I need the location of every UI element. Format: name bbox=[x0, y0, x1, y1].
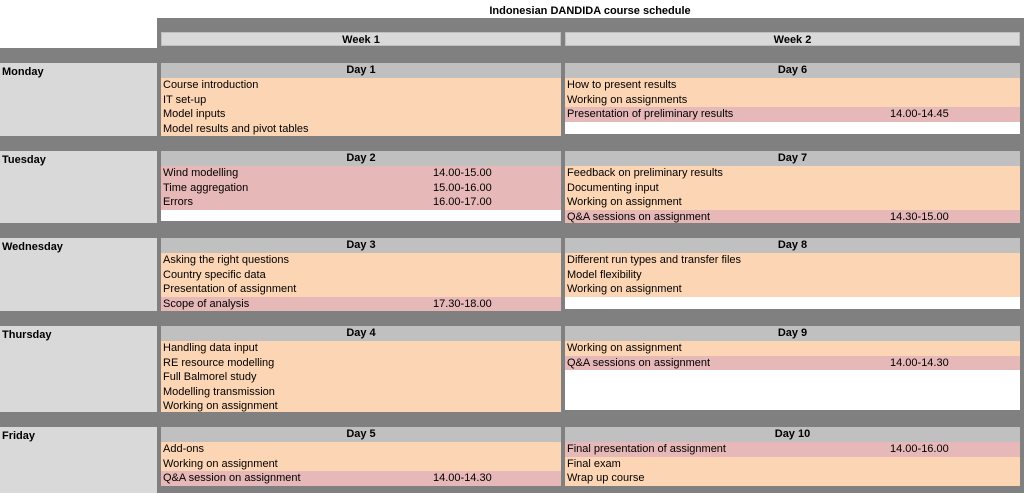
day-number-header: Day 7 bbox=[565, 151, 1020, 166]
session-row bbox=[565, 181, 1020, 196]
session-title: Errors bbox=[163, 196, 193, 209]
session-row bbox=[161, 181, 561, 196]
week-1-day-panel bbox=[161, 427, 561, 486]
weekday-name: Thursday bbox=[2, 329, 52, 341]
session-row bbox=[161, 195, 561, 210]
weekday-name: Tuesday bbox=[2, 154, 46, 166]
session-title: Model results and pivot tables bbox=[163, 122, 309, 135]
session-row bbox=[565, 78, 1020, 93]
session-title: Asking the right questions bbox=[163, 254, 289, 266]
session-row bbox=[565, 442, 1020, 457]
session-title: Working on assignment bbox=[163, 400, 278, 413]
week-1-day-panel bbox=[161, 151, 561, 221]
session-row bbox=[565, 195, 1020, 210]
session-title: Modelling transmission bbox=[163, 385, 275, 398]
session-title: Q&A sessions on assignment bbox=[567, 356, 711, 369]
session-title: Model inputs bbox=[163, 108, 226, 121]
session-title: Time aggregation bbox=[163, 181, 249, 194]
session-row bbox=[565, 282, 1020, 297]
session-row bbox=[161, 93, 561, 108]
day-separator bbox=[0, 48, 1024, 63]
day-number-header: Day 3 bbox=[161, 238, 561, 253]
session-row bbox=[161, 341, 561, 356]
week-1-day-panel bbox=[161, 63, 561, 134]
session-row bbox=[161, 370, 561, 385]
day-separator bbox=[0, 136, 1024, 151]
day-separator bbox=[0, 223, 1024, 238]
session-row bbox=[565, 471, 1020, 486]
day-number-header: Day 10 bbox=[565, 427, 1020, 442]
session-title: Q&A sessions on assignment bbox=[567, 210, 711, 223]
session-row bbox=[161, 471, 561, 486]
session-title: Final exam bbox=[567, 457, 621, 470]
session-row bbox=[161, 442, 561, 457]
weekday-name: Wednesday bbox=[2, 241, 63, 253]
week-1-day-panel bbox=[161, 326, 561, 413]
session-title: Country specific data bbox=[163, 268, 266, 281]
session-row bbox=[161, 253, 561, 268]
weekday-name: Friday bbox=[2, 430, 36, 442]
week-1-header: Week 1 bbox=[161, 32, 561, 46]
session-time: 14.00-15.00 bbox=[433, 167, 492, 179]
session-title: Presentation of preliminary results bbox=[567, 108, 734, 121]
session-title: Presentation of assignment bbox=[163, 283, 297, 296]
session-row bbox=[161, 356, 561, 371]
session-row bbox=[161, 78, 561, 93]
schedule-title: Indonesian DANDIDA course schedule bbox=[489, 5, 691, 17]
session-title: Working on assignment bbox=[163, 457, 278, 470]
session-title: Final presentation of assignment bbox=[567, 443, 726, 455]
session-row bbox=[161, 166, 561, 181]
week-1-day-panel bbox=[161, 238, 561, 309]
session-row bbox=[565, 268, 1020, 283]
session-row bbox=[565, 93, 1020, 108]
session-row bbox=[161, 268, 561, 283]
session-time: 15.00-16.00 bbox=[433, 181, 492, 194]
day-number-header: Day 6 bbox=[565, 63, 1020, 78]
session-row bbox=[161, 385, 561, 400]
session-title: Handling data input bbox=[163, 342, 258, 354]
session-time: 16.00-17.00 bbox=[433, 196, 492, 209]
session-title: Working on assignment bbox=[567, 196, 682, 209]
session-title: RE resource modelling bbox=[163, 356, 275, 369]
session-time: 14.00-14.45 bbox=[890, 108, 949, 121]
session-title: Working on assignment bbox=[567, 283, 682, 296]
session-time: 14.00-14.30 bbox=[433, 472, 492, 485]
session-row bbox=[565, 166, 1020, 181]
session-row bbox=[161, 457, 561, 472]
session-title: Add-ons bbox=[163, 443, 204, 455]
week-2-day-panel bbox=[565, 326, 1020, 410]
week-2-day-panel bbox=[565, 238, 1020, 309]
session-title: Scope of analysis bbox=[163, 297, 250, 310]
session-row bbox=[565, 341, 1020, 356]
session-row bbox=[565, 107, 1020, 122]
session-row bbox=[565, 457, 1020, 472]
session-row bbox=[161, 107, 561, 122]
day-number-header: Day 2 bbox=[161, 151, 561, 166]
session-row bbox=[161, 122, 561, 137]
session-time: 14.00-16.00 bbox=[890, 443, 949, 455]
day-number-header: Day 9 bbox=[565, 326, 1020, 341]
session-title: Wind modelling bbox=[163, 167, 239, 179]
session-row bbox=[565, 356, 1020, 371]
day-number-header: Day 8 bbox=[565, 238, 1020, 253]
session-row bbox=[565, 253, 1020, 268]
day-separator bbox=[0, 311, 1024, 326]
session-title: Working on assignment bbox=[567, 342, 682, 354]
session-title: Course introduction bbox=[163, 79, 259, 91]
session-title: Model flexibility bbox=[567, 268, 642, 281]
session-title: Different run types and transfer files bbox=[567, 254, 742, 266]
day-number-header: Day 1 bbox=[161, 63, 561, 78]
week-2-day-panel bbox=[565, 63, 1020, 134]
session-time: 17.30-18.00 bbox=[433, 297, 492, 310]
session-time: 14.30-15.00 bbox=[890, 210, 949, 223]
session-row bbox=[161, 282, 561, 297]
session-title: IT set-up bbox=[163, 93, 207, 106]
week-2-header: Week 2 bbox=[565, 32, 1020, 46]
day-number-header: Day 5 bbox=[161, 427, 561, 442]
session-title: Wrap up course bbox=[567, 472, 645, 485]
session-title: Feedback on preliminary results bbox=[567, 167, 723, 179]
session-time: 14.00-14.30 bbox=[890, 356, 949, 369]
session-title: Documenting input bbox=[567, 181, 659, 194]
week-2-day-panel bbox=[565, 427, 1020, 486]
session-title: Working on assignments bbox=[567, 93, 688, 106]
session-title: Q&A session on assignment bbox=[163, 472, 301, 485]
week-2-day-panel bbox=[565, 151, 1020, 221]
weekday-name: Monday bbox=[2, 66, 44, 78]
session-row bbox=[161, 297, 561, 312]
day-number-header: Day 4 bbox=[161, 326, 561, 341]
day-separator bbox=[0, 412, 1024, 427]
session-title: Full Balmorel study bbox=[163, 371, 257, 384]
session-title: How to present results bbox=[567, 79, 677, 91]
